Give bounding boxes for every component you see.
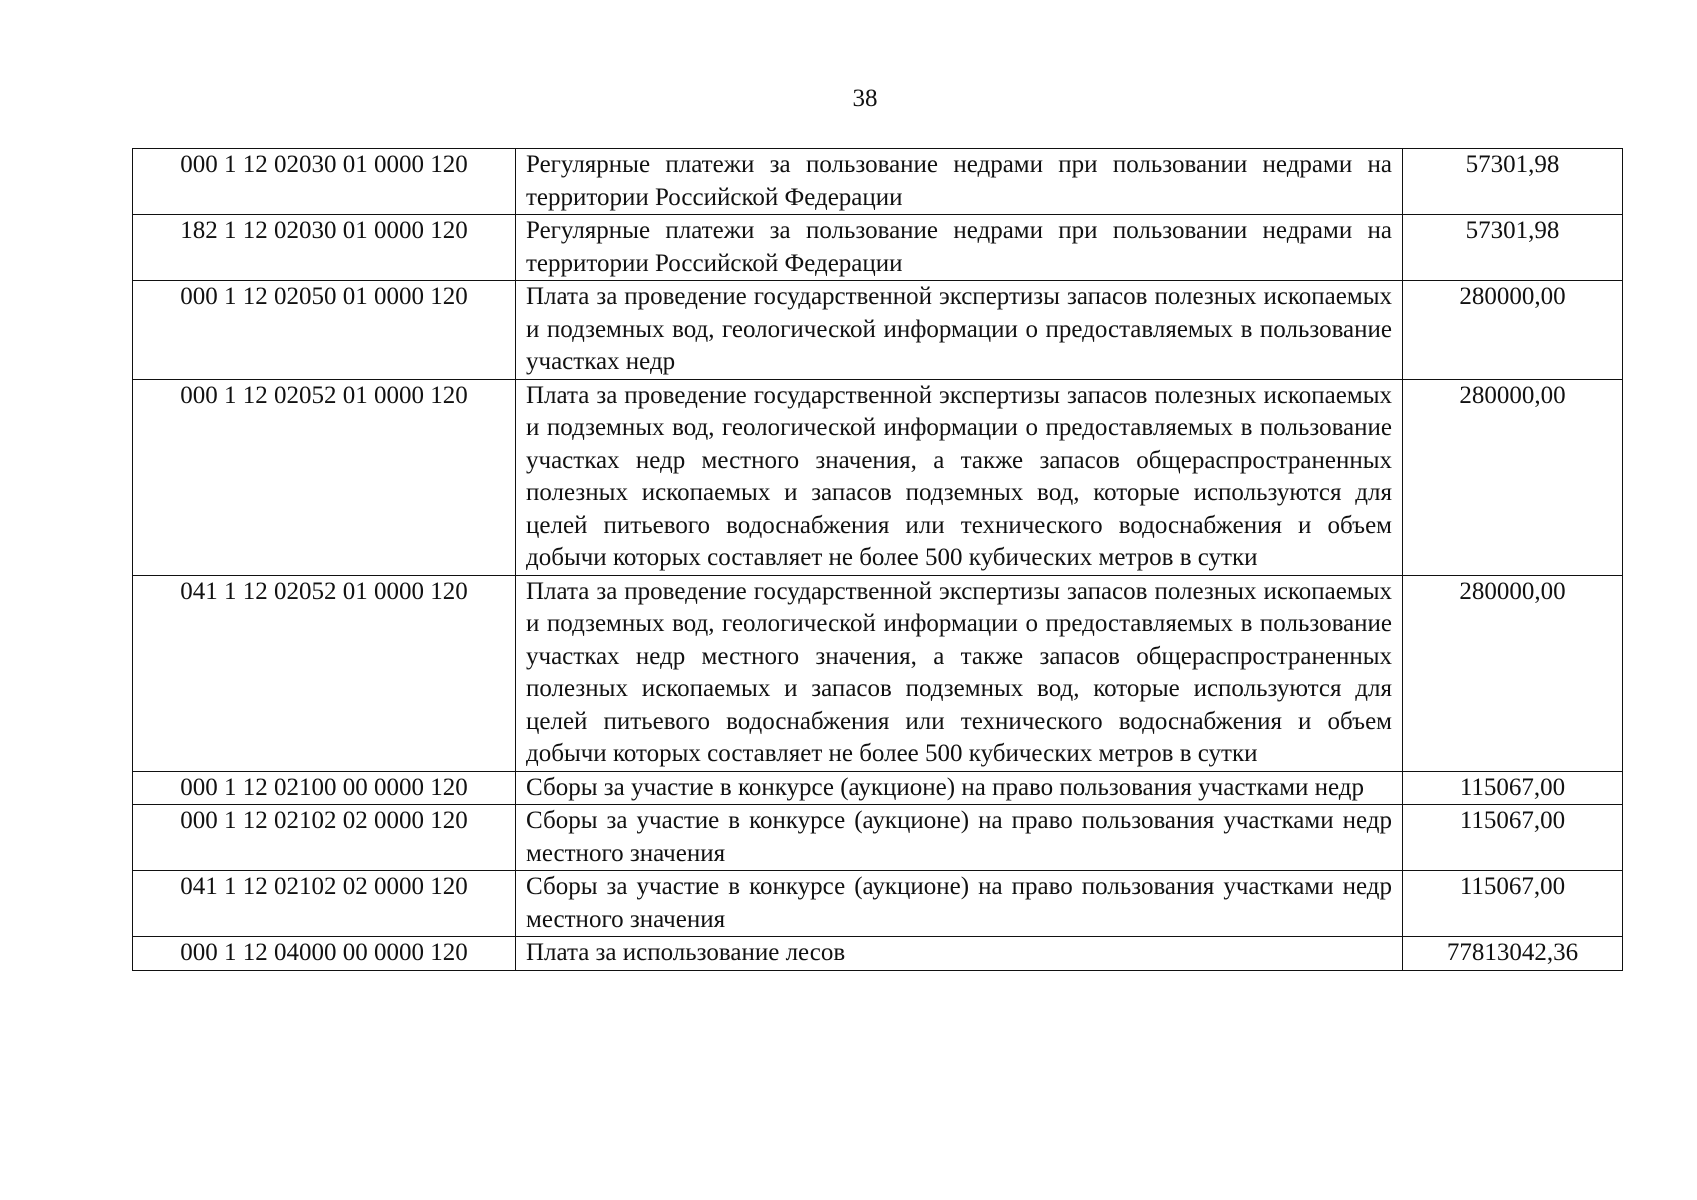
budget-code-cell: 000 1 12 02030 01 0000 120 — [133, 149, 516, 215]
description-cell: Регулярные платежи за пользование недрами при пользовании недрами на территории Российской Федерации — [516, 149, 1403, 215]
table-row — [133, 149, 1623, 215]
amount-cell: 57301,98 — [1403, 149, 1623, 215]
amount-cell: 115067,00 — [1403, 771, 1623, 805]
budget-code-cell: 000 1 12 04000 00 0000 120 — [133, 937, 516, 971]
table-row — [133, 379, 1623, 575]
amount-cell: 115067,00 — [1403, 871, 1623, 937]
budget-code-cell: 000 1 12 02052 01 0000 120 — [133, 379, 516, 575]
budget-code-cell: 041 1 12 02102 02 0000 120 — [133, 871, 516, 937]
description-cell: Сборы за участие в конкурсе (аукционе) на право пользования участками недр — [516, 771, 1403, 805]
amount-cell: 57301,98 — [1403, 215, 1623, 281]
description-cell: Сборы за участие в конкурсе (аукционе) на право пользования участками недр местного значения — [516, 805, 1403, 871]
amount-cell: 77813042,36 — [1403, 937, 1623, 971]
description-cell: Плата за проведение государственной экспертизы запасов полезных ископаемых и подземных вод, геологической информации о предоставляемых в пользование участках недр — [516, 281, 1403, 380]
amount-cell: 115067,00 — [1403, 805, 1623, 871]
table-row — [133, 871, 1623, 937]
table-row — [133, 805, 1623, 871]
description-cell: Плата за использование лесов — [516, 937, 1403, 971]
amount-cell: 280000,00 — [1403, 281, 1623, 380]
budget-code-cell: 000 1 12 02050 01 0000 120 — [133, 281, 516, 380]
budget-code-cell: 000 1 12 02102 02 0000 120 — [133, 805, 516, 871]
description-cell: Плата за проведение государственной экспертизы запасов полезных ископаемых и подземных вод, геологической информации о предоставляемых в пользование участках недр местного значения, а также запасов общераспространенных полезных ископаемых и запасов подземных вод, которые используются для целей питьевого водоснабжения или технического водоснабжения и объем добычи которых составляет не более 500 кубических метров в сутки — [516, 575, 1403, 771]
page-number: 38 — [852, 85, 878, 112]
table-row — [133, 575, 1623, 771]
description-cell: Сборы за участие в конкурсе (аукционе) на право пользования участками недр местного значения — [516, 871, 1403, 937]
amount-cell: 280000,00 — [1403, 575, 1623, 771]
description-cell: Плата за проведение государственной экспертизы запасов полезных ископаемых и подземных вод, геологической информации о предоставляемых в пользование участках недр местного значения, а также запасов общераспространенных полезных ископаемых и запасов подземных вод, которые используются для целей питьевого водоснабжения или технического водоснабжения и объем добычи которых составляет не более 500 кубических метров в сутки — [516, 379, 1403, 575]
description-cell: Регулярные платежи за пользование недрами при пользовании недрами на территории Российской Федерации — [516, 215, 1403, 281]
budget-revenue-table — [132, 148, 1623, 971]
table-row — [133, 281, 1623, 380]
amount-cell: 280000,00 — [1403, 379, 1623, 575]
table-row — [133, 937, 1623, 971]
budget-code-cell: 041 1 12 02052 01 0000 120 — [133, 575, 516, 771]
budget-code-cell: 000 1 12 02100 00 0000 120 — [133, 771, 516, 805]
table-row — [133, 771, 1623, 805]
table-row — [133, 215, 1623, 281]
budget-code-cell: 182 1 12 02030 01 0000 120 — [133, 215, 516, 281]
